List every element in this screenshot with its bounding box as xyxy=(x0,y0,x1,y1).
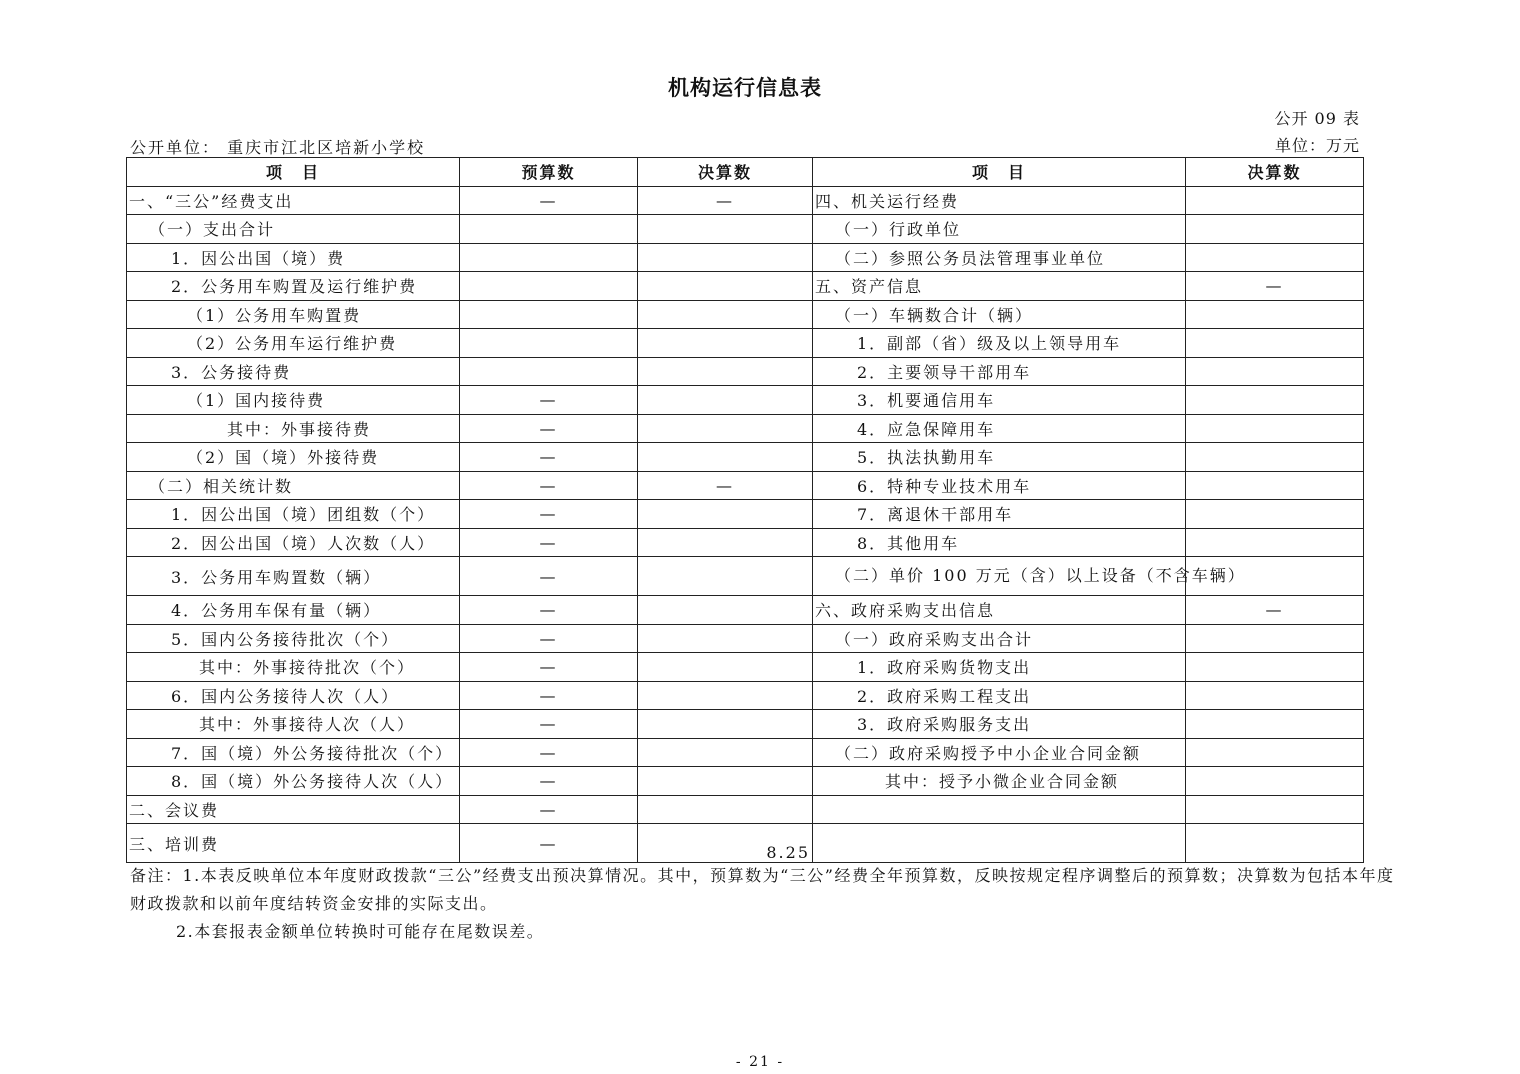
table-row xyxy=(127,528,1364,557)
row-item-right: 8．其他用车 xyxy=(813,528,1186,557)
note-line-2: 2.本套报表金额单位转换时可能存在尾数误差。 xyxy=(176,922,545,941)
row-item-right: 3．政府采购服务支出 xyxy=(813,710,1186,739)
row-item-right: 5．执法执勤用车 xyxy=(813,443,1186,472)
row-item-left: （2）国（境）外接待费 xyxy=(127,443,460,472)
row-item-left: 4．公务用车保有量（辆） xyxy=(127,596,460,625)
row-budget: — xyxy=(460,414,638,443)
row-final-right xyxy=(1186,624,1364,653)
row-item-left: （1）国内接待费 xyxy=(127,386,460,415)
row-item-right: （二）政府采购授予中小企业合同金额 xyxy=(813,738,1186,767)
table-row xyxy=(127,738,1364,767)
row-final-right xyxy=(1186,443,1364,472)
row-final-right xyxy=(1186,215,1364,244)
row-item-left: 1．因公出国（境）团组数（个） xyxy=(127,500,460,529)
row-item-left: 1．因公出国（境）费 xyxy=(127,243,460,272)
row-item-left: 8．国（境）外公务接待人次（人） xyxy=(127,767,460,796)
row-final-left xyxy=(638,243,813,272)
row-budget xyxy=(460,300,638,329)
row-final-right xyxy=(1186,329,1364,358)
row-item-left: 7．国（境）外公务接待批次（个） xyxy=(127,738,460,767)
row-item-left: 二、会议费 xyxy=(127,795,460,824)
row-item-right: （一）车辆数合计（辆） xyxy=(813,300,1186,329)
row-item-left: （2）公务用车运行维护费 xyxy=(127,329,460,358)
row-final-left xyxy=(638,795,813,824)
row-item-left: （一）支出合计 xyxy=(127,215,460,244)
row-budget: — xyxy=(460,500,638,529)
row-final-left xyxy=(638,329,813,358)
table-row xyxy=(127,596,1364,625)
row-item-left: 其中：外事接待批次（个） xyxy=(127,653,460,682)
row-final-left xyxy=(638,386,813,415)
row-final-right xyxy=(1186,243,1364,272)
table-row xyxy=(127,681,1364,710)
table-row xyxy=(127,243,1364,272)
table-number: 公开 09 表 xyxy=(1274,109,1360,128)
row-final-right xyxy=(1186,710,1364,739)
header-item-right: 项 目 xyxy=(813,158,1186,187)
row-final-right xyxy=(1186,186,1364,215)
row-item-left: 其中：外事接待费 xyxy=(127,414,460,443)
row-item-left: 5．国内公务接待批次（个） xyxy=(127,624,460,653)
row-item-right xyxy=(813,824,1186,863)
row-item-right: 六、政府采购支出信息 xyxy=(813,596,1186,625)
table-row xyxy=(127,557,1364,596)
row-item-left: 2．因公出国（境）人次数（人） xyxy=(127,528,460,557)
header-final-left: 决算数 xyxy=(638,158,813,187)
row-budget: — xyxy=(460,386,638,415)
row-final-right xyxy=(1186,824,1364,863)
row-final-left xyxy=(638,414,813,443)
table-row xyxy=(127,443,1364,472)
row-budget: — xyxy=(460,767,638,796)
page-title: 机构运行信息表 xyxy=(668,75,822,100)
row-budget: — xyxy=(460,795,638,824)
row-item-right xyxy=(813,795,1186,824)
row-final-left: — xyxy=(638,471,813,500)
row-item-right: （一）行政单位 xyxy=(813,215,1186,244)
page-number: - 21 - xyxy=(735,1054,785,1070)
row-budget: — xyxy=(460,186,638,215)
notes xyxy=(130,862,1395,946)
table-row xyxy=(127,624,1364,653)
info-table xyxy=(126,157,1364,863)
row-final-left xyxy=(638,710,813,739)
row-item-left: 3．公务用车购置数（辆） xyxy=(127,557,460,596)
row-item-right: 2．主要领导干部用车 xyxy=(813,357,1186,386)
row-final-right xyxy=(1186,386,1364,415)
table-row xyxy=(127,357,1364,386)
org-name: 重庆市江北区培新小学校 xyxy=(227,138,426,157)
row-final-left: 8.25 xyxy=(638,824,813,863)
row-budget: — xyxy=(460,443,638,472)
table-row xyxy=(127,215,1364,244)
row-item-right: （二）参照公务员法管理事业单位 xyxy=(813,243,1186,272)
row-item-right: 3．机要通信用车 xyxy=(813,386,1186,415)
row-item-left: 一、“三公”经费支出 xyxy=(127,186,460,215)
row-item-right: （二）单价 100 万元（含）以上设备（不含车辆） xyxy=(813,557,1186,596)
table-row xyxy=(127,471,1364,500)
row-final-right xyxy=(1186,653,1364,682)
row-final-right xyxy=(1186,357,1364,386)
row-final-right xyxy=(1186,414,1364,443)
row-final-left xyxy=(638,738,813,767)
note-line-1: 备注：1.本表反映单位本年度财政拨款“三公”经费支出预决算情况。其中，预算数为“三公”经费全年预算数，反映按规定程序调整后的预算数；决算数为包括本年度财政拨款和以前年度结转资金安排的实际支出。 xyxy=(130,866,1395,913)
row-final-right xyxy=(1186,738,1364,767)
table-row xyxy=(127,767,1364,796)
header-item-left: 项 目 xyxy=(127,158,460,187)
row-budget xyxy=(460,243,638,272)
row-final-left xyxy=(638,357,813,386)
row-final-left: — xyxy=(638,186,813,215)
row-final-left xyxy=(638,596,813,625)
row-item-right: （一）政府采购支出合计 xyxy=(813,624,1186,653)
table-row xyxy=(127,300,1364,329)
row-budget: — xyxy=(460,681,638,710)
row-item-left: （二）相关统计数 xyxy=(127,471,460,500)
row-budget: — xyxy=(460,624,638,653)
row-item-left: （1）公务用车购置费 xyxy=(127,300,460,329)
row-budget: — xyxy=(460,528,638,557)
row-budget xyxy=(460,329,638,358)
row-budget: — xyxy=(460,824,638,863)
row-final-right xyxy=(1186,300,1364,329)
row-final-left xyxy=(638,272,813,301)
row-item-right: 其中：授予小微企业合同金额 xyxy=(813,767,1186,796)
row-item-left: 3．公务接待费 xyxy=(127,357,460,386)
row-final-left xyxy=(638,653,813,682)
row-item-right: 1．政府采购货物支出 xyxy=(813,653,1186,682)
row-item-right: 1．副部（省）级及以上领导用车 xyxy=(813,329,1186,358)
header-row xyxy=(127,158,1364,187)
row-item-left: 其中：外事接待人次（人） xyxy=(127,710,460,739)
table-body xyxy=(127,186,1364,863)
row-final-right xyxy=(1186,500,1364,529)
row-final-left xyxy=(638,443,813,472)
table-row xyxy=(127,824,1364,863)
table-row xyxy=(127,500,1364,529)
header-final-right: 决算数 xyxy=(1186,158,1364,187)
row-budget: — xyxy=(460,653,638,682)
row-final-left xyxy=(638,500,813,529)
table-row xyxy=(127,710,1364,739)
row-budget xyxy=(460,357,638,386)
unit-label: 单位：万元 xyxy=(1274,136,1360,155)
row-final-right xyxy=(1186,471,1364,500)
row-final-right: — xyxy=(1186,272,1364,301)
row-final-left xyxy=(638,767,813,796)
row-item-right: 6．特种专业技术用车 xyxy=(813,471,1186,500)
table-row xyxy=(127,795,1364,824)
table-row xyxy=(127,186,1364,215)
row-item-right: 五、资产信息 xyxy=(813,272,1186,301)
row-item-right: 2．政府采购工程支出 xyxy=(813,681,1186,710)
row-item-left: 三、培训费 xyxy=(127,824,460,863)
row-final-right xyxy=(1186,528,1364,557)
row-final-left xyxy=(638,528,813,557)
row-budget: — xyxy=(460,738,638,767)
table-row xyxy=(127,386,1364,415)
row-final-right xyxy=(1186,681,1364,710)
row-final-left xyxy=(638,624,813,653)
header-budget: 预算数 xyxy=(460,158,638,187)
row-final-right xyxy=(1186,767,1364,796)
row-budget: — xyxy=(460,710,638,739)
row-final-left xyxy=(638,681,813,710)
row-item-right: 7．离退休干部用车 xyxy=(813,500,1186,529)
row-final-right xyxy=(1186,795,1364,824)
row-final-left xyxy=(638,557,813,596)
row-budget xyxy=(460,215,638,244)
row-budget xyxy=(460,272,638,301)
row-item-left: 6．国内公务接待人次（人） xyxy=(127,681,460,710)
row-budget: — xyxy=(460,557,638,596)
row-final-right: — xyxy=(1186,596,1364,625)
row-item-right: 4．应急保障用车 xyxy=(813,414,1186,443)
table-row xyxy=(127,414,1364,443)
table-row xyxy=(127,272,1364,301)
row-final-left xyxy=(638,300,813,329)
row-budget: — xyxy=(460,471,638,500)
row-final-left xyxy=(638,215,813,244)
table-row xyxy=(127,653,1364,682)
row-budget: — xyxy=(460,596,638,625)
org-label: 公开单位： xyxy=(130,138,221,157)
table-row xyxy=(127,329,1364,358)
row-item-right: 四、机关运行经费 xyxy=(813,186,1186,215)
row-item-left: 2．公务用车购置及运行维护费 xyxy=(127,272,460,301)
organization-line xyxy=(130,135,425,158)
